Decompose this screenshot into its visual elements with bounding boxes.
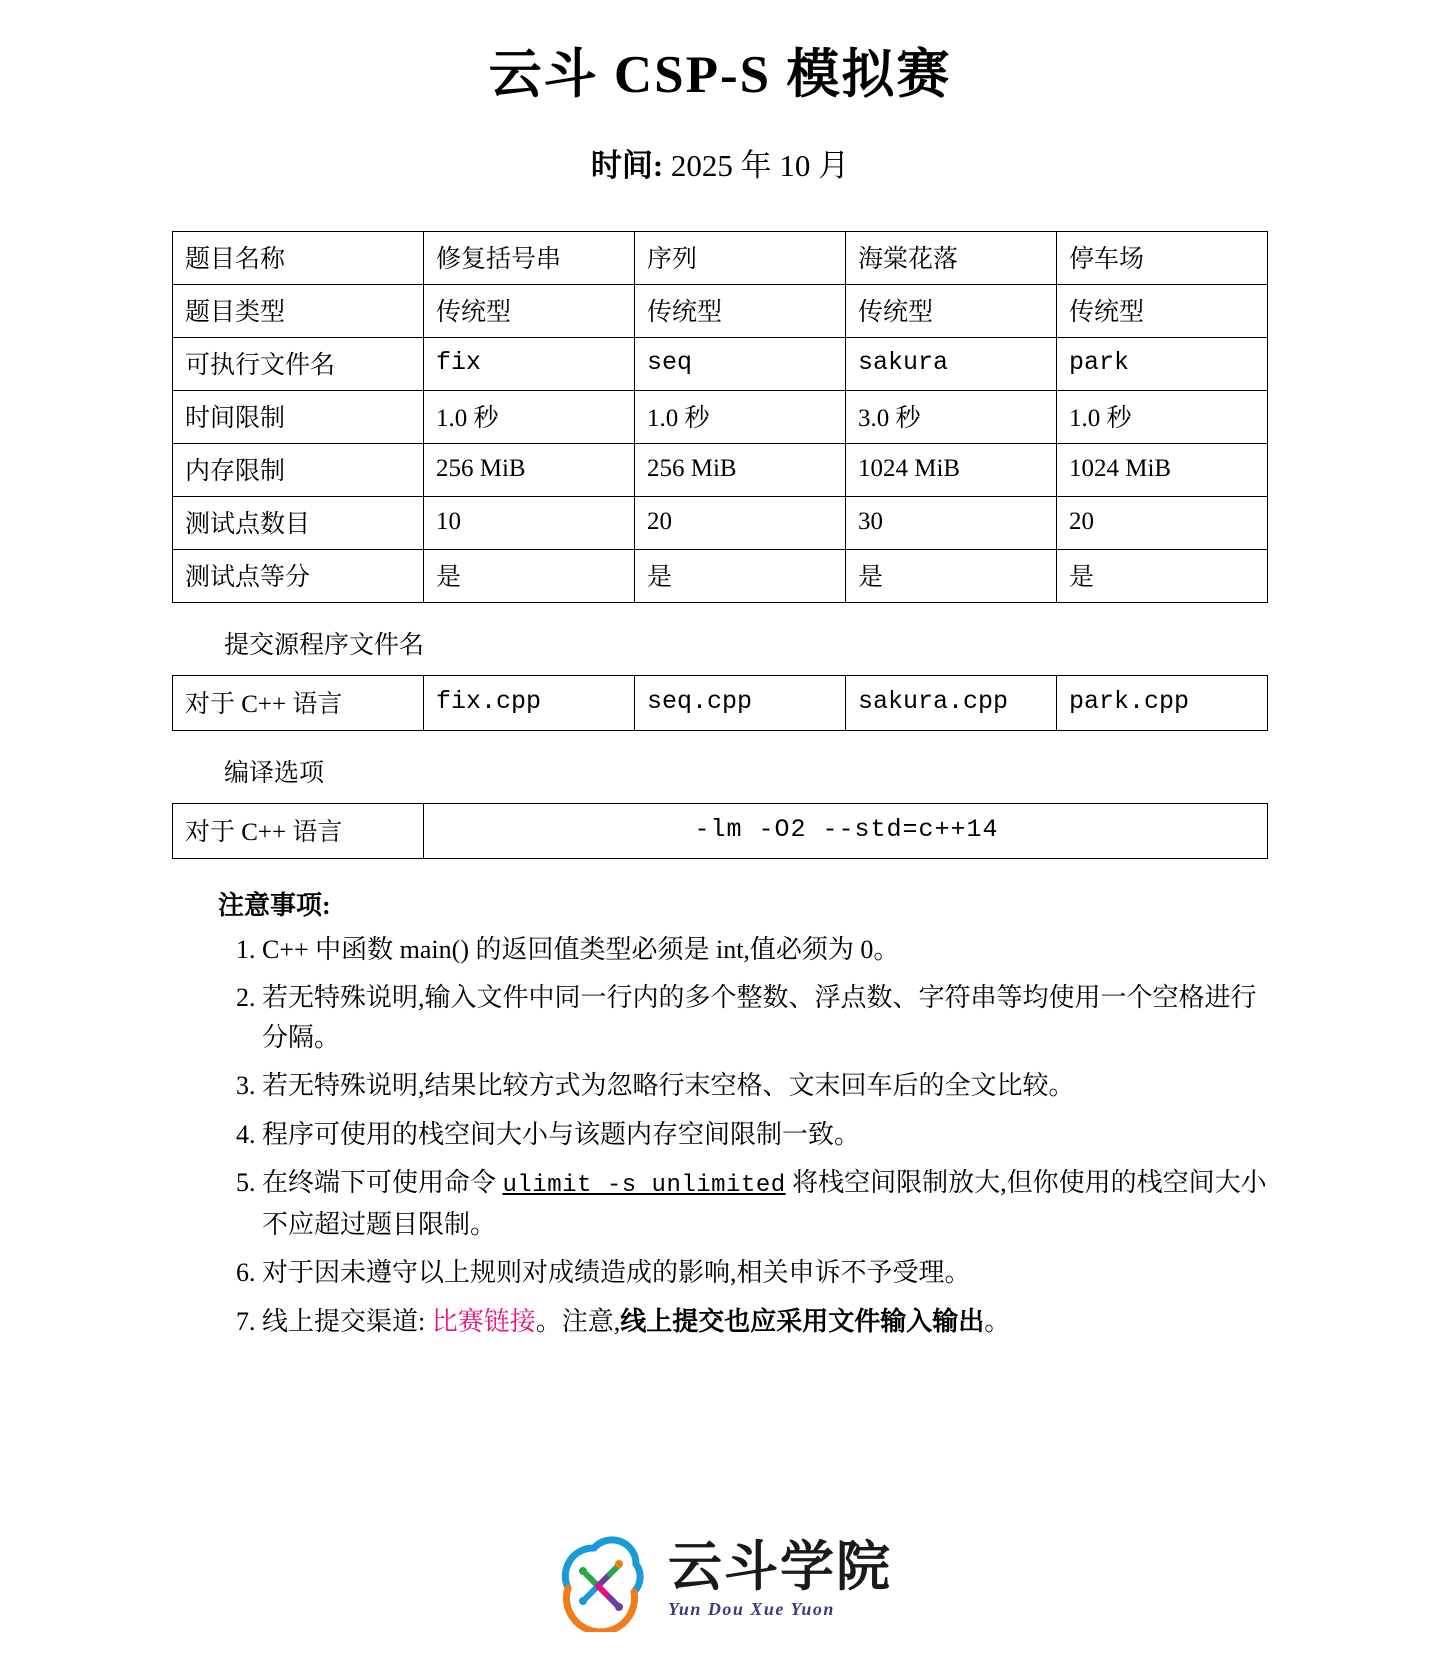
spec-cell: 256 MiB [635,443,846,496]
table-row [173,443,1268,496]
compile-row-label: 对于 C++ 语言 [173,803,424,858]
note-text-after: 将栈空间限制放大,但你使用的栈空间大小不应超过题目限制。 [262,1168,1267,1239]
list-item [262,1302,1270,1342]
note-emphasis: 线上提交也应采用文件输入输出 [620,1306,985,1336]
list-item [262,930,1270,970]
table-row [173,496,1268,549]
spec-cell: fix [424,337,635,390]
list-item [262,978,1270,1057]
spec-cell: 1.0 秒 [1057,390,1268,443]
spec-cell: 停车场 [1057,231,1268,284]
spec-cell: 海棠花落 [846,231,1057,284]
source-file-cell-1: fix.cpp [424,675,635,730]
note-text: C++ 中函数 main() 的返回值类型必须是 int,值必须为 0。 [262,934,900,964]
time-label: 时间: [590,147,664,183]
spec-row-label: 题目名称 [173,231,424,284]
spec-cell: 1.0 秒 [635,390,846,443]
table-row [173,231,1268,284]
spec-row-label: 可执行文件名 [173,337,424,390]
list-item [262,1066,1270,1106]
source-file-cell-2: seq.cpp [635,675,846,730]
source-file-cell-4: park.cpp [1057,675,1268,730]
page-title: 云斗 CSP-S 模拟赛 [488,46,952,104]
list-item [262,1253,1270,1293]
spec-cell: 3.0 秒 [846,390,1057,443]
table-row [173,284,1268,337]
notes-section [170,885,1270,1342]
note-text: 对于因未遵守以上规则对成绩造成的影响,相关申诉不予受理。 [262,1258,971,1288]
table-row [173,549,1268,602]
spec-cell: sakura [846,337,1057,390]
note-text-middle: 。注意, [535,1306,621,1336]
spec-row-label: 测试点数目 [173,496,424,549]
spec-cell: seq [635,337,846,390]
footer-logo [0,1526,1440,1632]
compile-options-heading: 编译选项 [224,759,325,787]
notes-list [218,930,1270,1342]
source-file-cell-3: sakura.cpp [846,675,1057,730]
problem-spec-table [172,231,1268,603]
spec-cell: 是 [424,549,635,602]
spec-cell: 序列 [635,231,846,284]
table-row [173,337,1268,390]
note-text: 若无特殊说明,结果比较方式为忽略行末空格、文末回车后的全文比较。 [262,1071,1075,1101]
spec-cell: 修复括号串 [424,231,635,284]
spec-cell: 是 [1057,549,1268,602]
spec-cell: 是 [846,549,1057,602]
spec-cell: 256 MiB [424,443,635,496]
logo-en-name: Yun Dou Xue Yuon [668,1599,835,1619]
source-filename-heading: 提交源程序文件名 [224,631,425,659]
note-text-after: 。 [984,1306,1011,1336]
spec-cell: 1.0 秒 [424,390,635,443]
spec-table-wrapper [172,231,1268,859]
contest-time [0,140,1440,185]
spec-cell: 20 [1057,496,1268,549]
spec-cell: 10 [424,496,635,549]
note-text-before: 线上提交渠道: [262,1306,432,1336]
spec-cell: 是 [635,549,846,602]
spec-cell: 30 [846,496,1057,549]
document-page [0,44,1440,1656]
spec-cell: 1024 MiB [1057,443,1268,496]
table-row [173,390,1268,443]
logo-text-block [668,1537,892,1619]
spec-cell: 1024 MiB [846,443,1057,496]
spec-cell: 传统型 [846,284,1057,337]
spec-row-label: 测试点等分 [173,549,424,602]
source-filename-table [172,675,1268,731]
table-row [173,803,1268,858]
spec-row-label: 时间限制 [173,390,424,443]
compile-options-table [172,803,1268,859]
note-text: 若无特殊说明,输入文件中同一行内的多个整数、浮点数、字符串等均使用一个空格进行分隔。 [262,983,1257,1052]
shell-command-code: ulimit -s unlimited [502,1172,786,1200]
spec-row-label: 题目类型 [173,284,424,337]
compile-flags-cell: -lm -O2 --std=c++14 [424,803,1268,858]
note-text: 程序可使用的栈空间大小与该题内存空间限制一致。 [262,1119,861,1149]
contest-link[interactable]: 比赛链接 [431,1306,536,1336]
spec-cell: 传统型 [1057,284,1268,337]
list-item [262,1163,1270,1244]
list-item [262,1115,1270,1155]
source-row-label: 对于 C++ 语言 [173,675,424,730]
yundou-academy-logo-icon [548,1526,654,1632]
logo-cn-name: 云斗学院 [668,1537,892,1597]
spec-cell: park [1057,337,1268,390]
time-value: 2025 年 10 月 [670,147,850,183]
notes-title: 注意事项: [218,890,331,920]
note-text-before: 在终端下可使用命令 [262,1168,503,1198]
spec-cell: 20 [635,496,846,549]
spec-row-label: 内存限制 [173,443,424,496]
spec-cell: 传统型 [424,284,635,337]
table-row [173,675,1268,730]
spec-cell: 传统型 [635,284,846,337]
